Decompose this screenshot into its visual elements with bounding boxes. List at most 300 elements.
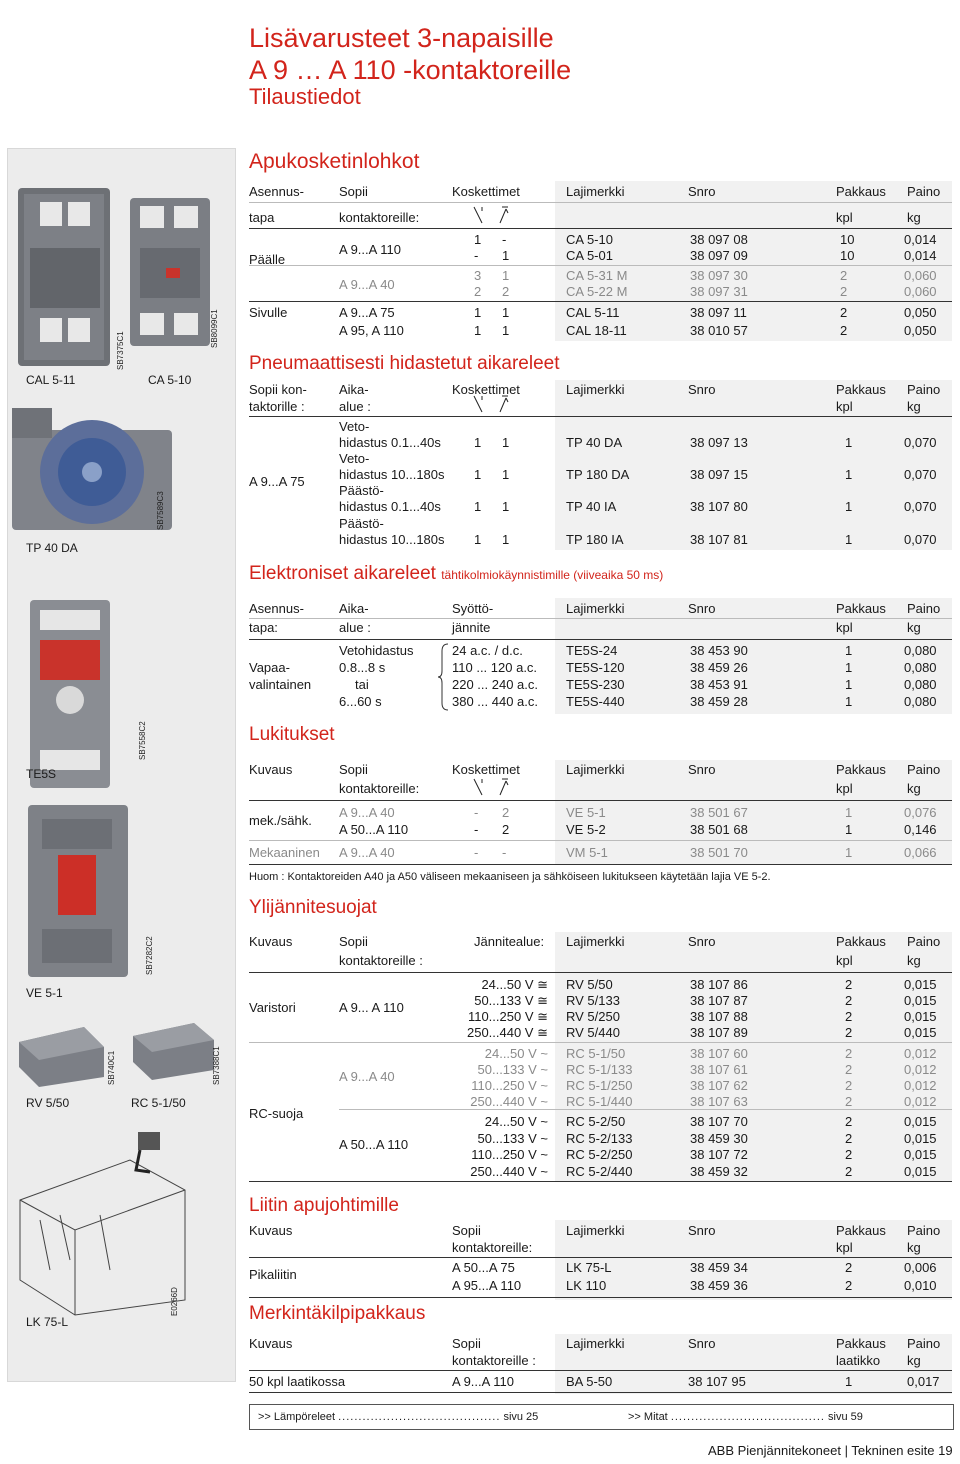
table-cell: 0,050 [904, 305, 937, 320]
table-cell: TE5S-120 [566, 660, 625, 675]
table-cell: 2 [840, 268, 848, 283]
table-cell: 2 [845, 1164, 853, 1179]
divider [249, 228, 952, 229]
fit-label: A 9... A 110 [339, 1000, 404, 1015]
col-header: Lajimerkki [566, 762, 625, 777]
page-title: Lisävarusteet 3-napaisille [249, 23, 554, 53]
table-cell: 2 [840, 323, 848, 338]
table-cell: 50...133 V ≅ [474, 993, 548, 1008]
table-cell: CA 5-22 M [566, 284, 628, 299]
col-header: kg [907, 399, 921, 414]
col-header: Sopii [452, 1336, 481, 1351]
table-cell: 2 [845, 1046, 853, 1061]
table-cell: CAL 18-11 [566, 323, 627, 338]
range-label: tai [355, 677, 369, 692]
col-header: Paino [907, 934, 941, 949]
table-cell: 1 [474, 467, 482, 482]
col-header: Lajimerkki [566, 382, 625, 397]
table-cell: 2 [845, 1078, 853, 1093]
table-cell: 38 107 81 [690, 532, 748, 547]
table-cell: 1 [502, 467, 510, 482]
section-title: Lukitukset [249, 724, 335, 745]
table-cell: - [474, 845, 479, 860]
range-label: 6...60 s [339, 694, 382, 709]
table-cell: 38 501 70 [690, 845, 748, 860]
col-header: kontaktoreille : [452, 1353, 536, 1368]
section-title: Pneumaattisesti hidastetut aikareleet [249, 353, 560, 374]
table-cell: A 9...A 40 [339, 277, 395, 292]
image-code: SB7282C2 [145, 936, 154, 975]
col-header: Sopii kon- [249, 382, 307, 397]
range-label: Vetohidastus [339, 643, 414, 658]
table-cell: 38 097 09 [690, 248, 748, 263]
col-header: Pakkaus [836, 762, 886, 777]
divider [249, 1257, 952, 1258]
table-cell: 10 [840, 248, 855, 263]
rv-5-50-image [14, 1022, 109, 1092]
table-cell: 38 097 13 [690, 435, 748, 450]
range-label: 0.8...8 s [339, 660, 386, 675]
table-cell: 1 [474, 499, 482, 514]
contact-symbol-icon [470, 394, 520, 416]
image-code: SB8099C1 [210, 309, 219, 348]
image-code: SB7558C2 [138, 721, 147, 760]
table-cell: 0,070 [904, 499, 937, 514]
table-cell: 38 107 89 [690, 1025, 748, 1040]
section-title: Apukosketinlohkot [249, 150, 420, 173]
col-header: Kuvaus [249, 1336, 293, 1351]
table-cell: 2 [845, 1147, 853, 1162]
table-cell: 2 [502, 284, 510, 299]
divider [249, 864, 952, 865]
table-cell: 1 [474, 532, 482, 547]
col-header: tapa [249, 210, 275, 225]
table-cell: 0,012 [904, 1094, 937, 1109]
link-page: sivu 25 [503, 1411, 539, 1423]
col-header: Kuvaus [249, 1223, 293, 1238]
col-header: Sopii [339, 762, 368, 777]
caption-cal-5-11: CAL 5-11 [26, 373, 76, 387]
table-cell: 0,012 [904, 1062, 937, 1077]
divider [249, 1392, 952, 1393]
table-cell: 0,010 [904, 1278, 937, 1293]
col-header: Aika- [339, 601, 369, 616]
divider [249, 1042, 952, 1043]
col-header: jännite [452, 620, 491, 635]
table-cell: 2 [840, 305, 848, 320]
link-mitat[interactable] [628, 1410, 863, 1425]
caption-rv-5-50: RV 5/50 [26, 1096, 70, 1110]
col-header: Lajimerkki [566, 1223, 625, 1238]
table-cell: - [502, 232, 507, 247]
col-header: Paino [907, 762, 941, 777]
footer-brand: ABB Pienjännitekoneet [708, 1443, 841, 1458]
col-header: kpl [836, 781, 853, 796]
group-label: Päälle [249, 252, 286, 267]
table-cell: 1 [845, 677, 853, 692]
page-title-line2: A 9 … A 110 -kontaktoreille [249, 55, 572, 85]
table-cell: 1 [845, 805, 853, 820]
table-cell: 0,015 [904, 1025, 937, 1040]
col-header: alue : [339, 399, 371, 414]
table-cell: A 95, A 110 [339, 323, 404, 338]
table-cell: 2 [845, 1094, 853, 1109]
table-cell: 380 ... 440 a.c. [452, 694, 539, 709]
col-header: Snro [688, 184, 716, 199]
table-cell: 38 097 08 [690, 232, 748, 247]
col-header: Snro [688, 1223, 716, 1238]
image-code: SB7375C1 [116, 331, 125, 370]
col-header: kpl [836, 210, 853, 225]
table-cell: 110...250 V ~ [471, 1147, 548, 1162]
link-label: >> Mitat [628, 1411, 668, 1423]
table-cell: 0,015 [904, 1164, 937, 1179]
table-cell: RV 5/250 [566, 1009, 620, 1024]
table-cell: 38 107 80 [690, 499, 748, 514]
caption-rc-5-1-50: RC 5-1/50 [131, 1096, 186, 1110]
mount-label: valintainen [249, 677, 312, 692]
table-cell: RC 5-1/50 [566, 1046, 626, 1061]
table-cell: RC 5-2/250 [566, 1147, 633, 1162]
table-cell: 38 097 30 [690, 268, 748, 283]
table-cell: 110...250 V ≅ [467, 1009, 548, 1024]
table-cell: A 9...A 110 [339, 242, 401, 257]
table-cell: 0,080 [904, 677, 937, 692]
col-header: kg [907, 1240, 921, 1255]
col-header: kpl [836, 399, 853, 414]
table-cell: 0,006 [904, 1260, 937, 1275]
table-cell: 0,015 [904, 977, 937, 992]
table-cell: 50...133 V ~ [477, 1131, 548, 1146]
dot-leader: ........................................ [338, 1411, 501, 1423]
caption-ca-5-10: CA 5-10 [148, 373, 192, 387]
table-cell: 2 [845, 1131, 853, 1146]
table-cell: 2 [502, 822, 510, 837]
col-header: Pakkaus [836, 382, 886, 397]
cell: A 9...A 110 [452, 1374, 514, 1389]
divider [249, 840, 952, 841]
table-cell: A 50...A 110 [339, 822, 409, 837]
table-cell: 110 ... 120 a.c. [452, 660, 538, 675]
table-cell: 250...440 V ≅ [466, 1025, 548, 1040]
table-cell: 220 ... 240 a.c. [452, 677, 539, 692]
table-cell: RC 5-2/50 [566, 1114, 626, 1129]
table-cell: RC 5-2/440 [566, 1164, 633, 1179]
table-cell: 1 [845, 694, 853, 709]
table-cell: 2 [845, 1062, 853, 1077]
col-header: Sopii [452, 1223, 481, 1238]
table-cell: 0,060 [904, 268, 937, 283]
table-cell: 38 097 31 [690, 284, 748, 299]
col-header: kpl [836, 1240, 853, 1255]
divider [249, 1370, 952, 1371]
table-cell: 38 501 67 [690, 805, 748, 820]
table-cell: 0,015 [904, 1131, 937, 1146]
table-cell: Mekaaninen [249, 845, 320, 860]
divider [249, 618, 952, 619]
col-header: Lajimerkki [566, 184, 625, 199]
col-header: laatikko [836, 1353, 881, 1368]
section-title [249, 563, 663, 585]
table-cell: A 95...A 110 [452, 1278, 522, 1293]
divider [339, 1109, 952, 1110]
col-header: Asennus- [249, 184, 304, 199]
col-header: Sopii [339, 184, 368, 199]
col-header: kpl [836, 620, 853, 635]
table-cell: 2 [845, 1114, 853, 1129]
col-header: Paino [907, 184, 941, 199]
table-cell: - [474, 805, 479, 820]
table-cell: 2 [840, 284, 848, 299]
col-header: Paino [907, 601, 941, 616]
group-label: Pikaliitin [249, 1267, 297, 1282]
table-cell: 2 [845, 1009, 853, 1024]
table-cell: 0,080 [904, 694, 937, 709]
col-header: Pakkaus [836, 601, 886, 616]
table-cell: CA 5-31 M [566, 268, 628, 283]
table-cell: 0,070 [904, 532, 937, 547]
col-header: Snro [688, 382, 716, 397]
table-cell: VM 5-1 [566, 845, 608, 860]
table-cell: TP 180 DA [566, 467, 630, 482]
caption-tp-40-da: TP 40 DA [26, 541, 78, 555]
divider [249, 972, 952, 973]
section-title: Ylijännitesuojat [249, 897, 377, 918]
table-cell: CAL 5-11 [566, 305, 620, 320]
section-title: Liitin apujohtimille [249, 1195, 399, 1216]
col-header: kontaktoreille: [339, 210, 420, 225]
col-header: Snro [688, 762, 716, 777]
table-cell: RC 5-1/133 [566, 1062, 633, 1077]
table-cell: 38 459 28 [690, 694, 748, 709]
col-header: Paino [907, 1336, 941, 1351]
table-cell: 38 107 87 [690, 993, 748, 1008]
image-code: SB7589C3 [156, 491, 165, 530]
col-header: Lajimerkki [566, 934, 625, 949]
table-cell: 38 453 91 [690, 677, 748, 692]
table-cell: hidastus 0.1...40s [339, 435, 441, 450]
table-cell: 1 [502, 305, 510, 320]
table-cell: 1 [845, 467, 853, 482]
fit-label: A 9...A 75 [249, 474, 305, 489]
table-cell: VE 5-1 [566, 805, 606, 820]
section-subtitle: tähtikolmiokäynnistimille (viiveaika 50 ms) [441, 568, 664, 582]
cell: BA 5-50 [566, 1374, 613, 1389]
table-cell: 2 [845, 977, 853, 992]
table-cell: 1 [845, 660, 853, 675]
table-cell: 1 [502, 499, 510, 514]
table-cell: 0,080 [904, 643, 937, 658]
col-header: Koskettimet [452, 382, 520, 397]
page-number: 19 [938, 1443, 953, 1458]
table-cell: 0,070 [904, 435, 937, 450]
caption-ve-5-1: VE 5-1 [26, 986, 63, 1000]
table-cell: 2 [845, 993, 853, 1008]
col-header: kg [907, 781, 921, 796]
table-cell: 24...50 V ~ [484, 1046, 548, 1061]
table-cell: LK 75-L [566, 1260, 612, 1275]
divider [249, 800, 952, 801]
col-header: Paino [907, 382, 941, 397]
table-cell: 0,015 [904, 1114, 937, 1129]
table-cell: 1 [502, 248, 510, 263]
group-label: Sivulle [249, 305, 288, 320]
table-cell: 110...250 V ~ [471, 1078, 548, 1093]
group-label: Varistori [249, 1000, 296, 1015]
link-lampoereleet[interactable] [258, 1410, 538, 1425]
table-cell: A 9...A 40 [339, 845, 395, 860]
col-header: kontaktoreille : [339, 953, 423, 968]
table-cell: 2 [502, 805, 510, 820]
table-cell: - [474, 822, 479, 837]
table-cell: 0,066 [904, 845, 937, 860]
cal-5-11-image [10, 188, 120, 368]
table-cell: 10 [840, 232, 855, 247]
table-cell: 38 459 34 [690, 1260, 748, 1275]
col-header: kontaktoreille: [452, 1240, 533, 1255]
table-cell: 250...440 V ~ [470, 1094, 548, 1109]
shaded-band [555, 380, 952, 550]
table-cell: 0,080 [904, 660, 937, 675]
table-cell: 24 a.c. / d.c. [452, 643, 523, 658]
fit-label: A 50...A 110 [339, 1137, 409, 1152]
table-cell: TE5S-230 [566, 677, 625, 692]
table-cell: hidastus 10...180s [339, 532, 445, 547]
col-header: taktorille : [249, 399, 305, 414]
table-cell: - [474, 248, 479, 263]
table-cell: 250...440 V ~ [470, 1164, 548, 1179]
table-cell: 1 [474, 232, 482, 247]
col-header: kg [907, 210, 921, 225]
rc-5-1-50-image [128, 1018, 218, 1088]
note: Huom : Kontaktoreiden A40 ja A50 väliseen mekaaniseen ja sähköiseen lukitukseen käytetään lajia VE 5-2. [249, 871, 771, 883]
ca-5-10-image [126, 198, 216, 348]
footer-doc: Tekninen esite [851, 1443, 935, 1458]
table-cell: 38 107 70 [690, 1114, 748, 1129]
table-cell: 2 [845, 1260, 853, 1275]
table-cell: 38 453 90 [690, 643, 748, 658]
table-cell: hidastus 0.1...40s [339, 499, 441, 514]
col-header: kg [907, 1353, 921, 1368]
table-cell: RC 5-1/440 [566, 1094, 633, 1109]
col-header: kpl [836, 953, 853, 968]
col-header: Pakkaus [836, 1223, 886, 1238]
divider [249, 1297, 952, 1298]
col-header: alue : [339, 620, 371, 635]
table-cell: 1 [502, 532, 510, 547]
col-header: kg [907, 953, 921, 968]
col-header: Syöttö- [452, 601, 494, 616]
table-cell: RV 5/440 [566, 1025, 620, 1040]
table-cell: RC 5-2/133 [566, 1131, 633, 1146]
table-cell: 2 [845, 1025, 853, 1040]
col-header: Asennus- [249, 601, 304, 616]
table-cell: LK 110 [566, 1278, 607, 1293]
table-cell: 38 459 30 [690, 1131, 748, 1146]
table-cell: TP 40 DA [566, 435, 623, 450]
table-cell: 38 010 57 [690, 323, 748, 338]
divider [249, 202, 952, 203]
table-cell: 1 [845, 435, 853, 450]
table-cell: 38 501 68 [690, 822, 748, 837]
table-cell: 38 097 15 [690, 467, 748, 482]
table-cell: RC 5-1/250 [566, 1078, 633, 1093]
footer-separator: | [844, 1443, 848, 1458]
group-label: RC-suoja [249, 1106, 304, 1121]
col-header: Aika- [339, 382, 369, 397]
divider [249, 1181, 952, 1182]
table-cell: RV 5/50 [566, 977, 613, 992]
col-header: Pakkaus [836, 1336, 886, 1351]
table-cell: 0,070 [904, 467, 937, 482]
divider [249, 265, 952, 266]
table-cell: A 50...A 75 [452, 1260, 515, 1275]
table-cell: 0,012 [904, 1046, 937, 1061]
table-cell: 0,076 [904, 805, 937, 820]
brace-icon [438, 643, 450, 711]
table-cell: 38 097 11 [690, 305, 747, 320]
ve-5-1-image [18, 805, 148, 980]
image-code: SB740C1 [107, 1050, 116, 1085]
table-cell: TP 180 IA [566, 532, 624, 547]
table-cell: 38 107 63 [690, 1094, 748, 1109]
table-cell: 0,015 [904, 1009, 937, 1024]
col-header: Kuvaus [249, 934, 293, 949]
table-cell: 0,015 [904, 993, 937, 1008]
col-header: Snro [688, 1336, 716, 1351]
cell: 1 [845, 1374, 853, 1389]
table-cell: 1 [474, 305, 482, 320]
fit-label: A 9...A 40 [339, 1069, 395, 1084]
table-cell: TE5S-24 [566, 643, 618, 658]
table-cell: 1 [474, 323, 482, 338]
page-footer [708, 1443, 953, 1458]
col-header: Kuvaus [249, 762, 293, 777]
col-header: tapa: [249, 620, 278, 635]
table-cell: 38 459 32 [690, 1164, 748, 1179]
table-cell: 38 107 60 [690, 1046, 748, 1061]
table-cell: 38 459 26 [690, 660, 748, 675]
table-cell: 24...50 V ~ [484, 1114, 548, 1129]
cell: 50 kpl laatikossa [249, 1374, 346, 1389]
table-cell: 38 459 36 [690, 1278, 748, 1293]
col-header: Koskettimet [452, 762, 520, 777]
table-cell: 50...133 V ~ [477, 1062, 548, 1077]
col-header: Snro [688, 601, 716, 616]
table-cell: - [502, 845, 507, 860]
page-subtitle: Tilaustiedot [249, 84, 361, 109]
table-cell: 0,015 [904, 1147, 937, 1162]
table-cell: 1 [845, 845, 853, 860]
table-cell: TP 40 IA [566, 499, 617, 514]
table-cell: CA 5-01 [566, 248, 613, 263]
table-cell: TE5S-440 [566, 694, 625, 709]
col-header: Pakkaus [836, 934, 886, 949]
table-cell: 24...50 V ≅ [481, 977, 548, 992]
col-header: Lajimerkki [566, 601, 625, 616]
section-title-text: Elektroniset aikareleet [249, 563, 436, 584]
table-cell: 1 [845, 822, 853, 837]
divider [249, 301, 952, 302]
col-header: kg [907, 620, 921, 635]
table-cell: Päästö- [339, 516, 384, 531]
table-cell: Veto- [339, 451, 370, 466]
col-header: Snro [688, 934, 716, 949]
col-header: Paino [907, 1223, 941, 1238]
col-header: Sopii [339, 934, 368, 949]
table-cell: 1 [474, 435, 482, 450]
col-header: Lajimerkki [566, 1336, 625, 1351]
